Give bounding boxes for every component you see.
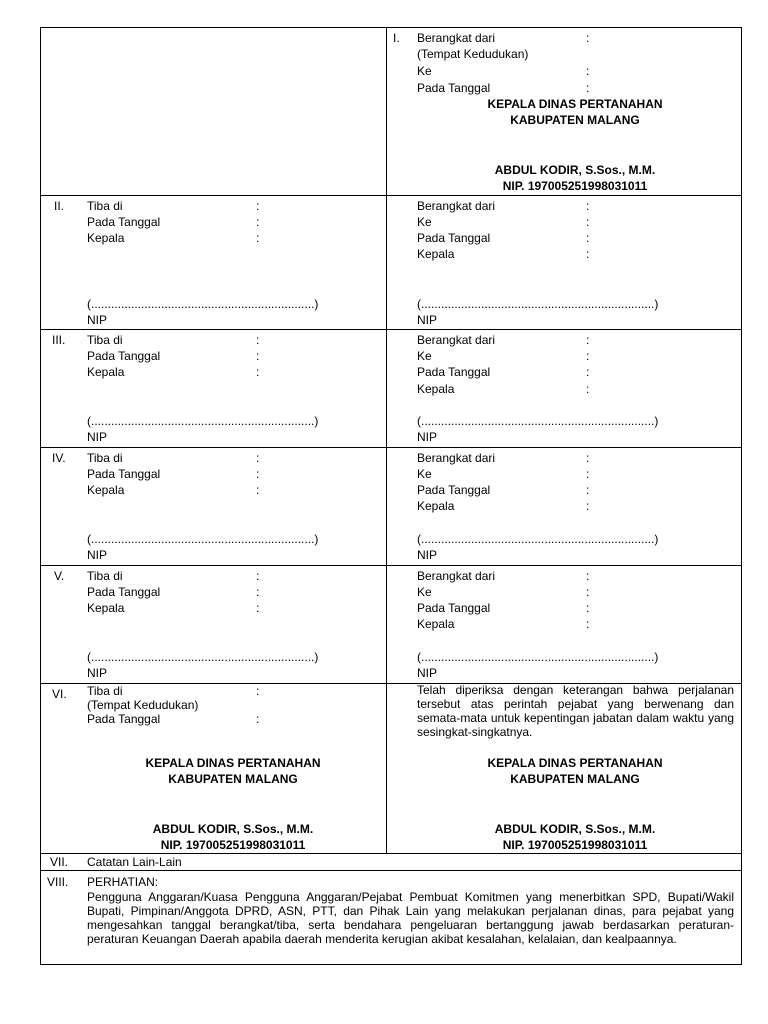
colon: : (256, 215, 260, 229)
nip-label: NIP (417, 430, 438, 444)
to-label: Ke (417, 585, 432, 599)
colon: : (586, 365, 590, 379)
date-label: Pada Tanggal (87, 467, 161, 481)
signature-line: (......................................................................) (417, 532, 659, 546)
nip-label: NIP (417, 313, 438, 327)
colon: : (586, 247, 590, 261)
official-name: ABDUL KODIR, S.Sos., M.M. (494, 163, 656, 177)
date-label: Pada Tanggal (87, 585, 161, 599)
office-title: KEPALA DINAS PERTANAHAN (487, 97, 663, 111)
section-numeral: VI. (52, 687, 67, 701)
office-title: KEPALA DINAS PERTANAHAN (487, 756, 663, 770)
colon: : (586, 467, 590, 481)
head-label: Kepala (87, 231, 125, 245)
section-numeral: VIII. (47, 875, 69, 889)
to-label: Ke (417, 349, 432, 363)
head-label: Kepala (417, 499, 455, 513)
depart-from-label: Berangkat dari (417, 31, 496, 45)
signature-line: (...................................................................) (87, 532, 319, 546)
date-label: Pada Tanggal (417, 231, 491, 245)
date-label: Pada Tanggal (417, 483, 491, 497)
head-label: Kepala (417, 382, 455, 396)
colon: : (586, 569, 590, 583)
signature-line: (...................................................................) (87, 650, 319, 664)
arrive-label: Tiba di (87, 684, 123, 698)
office-title: KEPALA DINAS PERTANAHAN (145, 756, 321, 770)
nip-label: NIP (87, 313, 108, 327)
arrive-label: Tiba di (87, 569, 123, 583)
colon: : (586, 231, 590, 245)
official-nip: NIP. 197005251998031011 (160, 838, 306, 852)
date-label: Pada Tanggal (417, 365, 491, 379)
date-label: Pada Tanggal (87, 215, 161, 229)
head-label: Kepala (87, 483, 125, 497)
seat-label: (Tempat Kedudukan) (417, 47, 529, 61)
colon: : (586, 31, 590, 45)
colon: : (256, 231, 260, 245)
signature-line: (...................................................................) (87, 414, 319, 428)
head-label: Kepala (87, 365, 125, 379)
colon: : (256, 467, 260, 481)
colon: : (586, 333, 590, 347)
head-label: Kepala (87, 601, 125, 615)
colon: : (586, 483, 590, 497)
colon: : (256, 712, 260, 726)
nip-label: NIP (87, 666, 108, 680)
colon: : (256, 483, 260, 497)
nip-label: NIP (417, 548, 438, 562)
signature-line: (...................................................................) (87, 297, 319, 311)
section-numeral: I. (393, 31, 400, 45)
colon: : (586, 382, 590, 396)
colon: : (256, 333, 260, 347)
colon: : (586, 617, 590, 631)
signature-line: (......................................................................) (417, 650, 659, 664)
row-divider (40, 329, 742, 330)
arrive-label: Tiba di (87, 199, 123, 213)
depart-from-label: Berangkat dari (417, 569, 496, 583)
nip-label: NIP (87, 548, 108, 562)
official-name: ABDUL KODIR, S.Sos., M.M. (494, 822, 656, 836)
arrive-label: Tiba di (87, 333, 123, 347)
colon: : (256, 451, 260, 465)
to-label: Ke (417, 64, 432, 78)
section-numeral: IV. (52, 451, 66, 465)
office-region: KABUPATEN MALANG (168, 772, 298, 786)
colon: : (256, 684, 260, 698)
depart-from-label: Berangkat dari (417, 451, 496, 465)
colon: : (256, 601, 260, 615)
notes-label: Catatan Lain-Lain (87, 855, 182, 869)
colon: : (256, 585, 260, 599)
to-label: Ke (417, 215, 432, 229)
colon: : (256, 365, 260, 379)
section-numeral: V. (54, 569, 65, 583)
colon: : (586, 215, 590, 229)
official-nip: NIP. 197005251998031011 (502, 838, 648, 852)
arrive-label: Tiba di (87, 451, 123, 465)
head-label: Kepala (417, 247, 455, 261)
column-divider (386, 27, 387, 853)
date-label: Pada Tanggal (87, 712, 161, 726)
attention-text: Pengguna Anggaran/Kuasa Pengguna Anggaran/Pejabat Pembuat Komitmen yang menerbitkan SPD, Bupati/Wakil Bupati, Pimpinan/Anggota DPRD, ASN, PTT, dan Pihak Lain yang melakukan perjalanan dinas, para pejabat yang mengesahkan tanggal berangkat/tiba, serta bendahara pengeluaran bertanggung jawab berdasarkan peraturan-peraturan Keuangan Daerah apabila daerah menderita kerugian akibat kesalahan, kelalaian, dan kealpaannya. (87, 890, 734, 946)
section-numeral: VII. (50, 855, 69, 869)
date-label: Pada Tanggal (87, 349, 161, 363)
row-divider (40, 565, 742, 566)
verification-statement: Telah diperiksa dengan keterangan bahwa perjalanan tersebut atas perintah pejabat yang berwenang dan semata-mata untuk kepentingan jabatan dalam waktu yang sesingkat-singkatnya. (417, 683, 734, 739)
colon: : (256, 349, 260, 363)
colon: : (256, 569, 260, 583)
colon: : (586, 499, 590, 513)
nip-label: NIP (417, 666, 438, 680)
seat-label: (Tempat Kedudukan) (87, 698, 199, 712)
to-label: Ke (417, 467, 432, 481)
official-name: ABDUL KODIR, S.Sos., M.M. (152, 822, 314, 836)
colon: : (586, 601, 590, 615)
office-region: KABUPATEN MALANG (510, 113, 640, 127)
depart-from-label: Berangkat dari (417, 333, 496, 347)
row-divider (40, 195, 742, 196)
signature-line: (......................................................................) (417, 414, 659, 428)
section-numeral: III. (52, 333, 66, 347)
depart-from-label: Berangkat dari (417, 199, 496, 213)
colon: : (256, 199, 260, 213)
head-label: Kepala (417, 617, 455, 631)
official-nip: NIP. 197005251998031011 (502, 179, 648, 193)
colon: : (586, 81, 590, 95)
section-numeral: II. (54, 199, 65, 213)
date-label: Pada Tanggal (417, 601, 491, 615)
colon: : (586, 349, 590, 363)
office-region: KABUPATEN MALANG (510, 772, 640, 786)
colon: : (586, 585, 590, 599)
colon: : (586, 64, 590, 78)
colon: : (586, 199, 590, 213)
signature-line: (......................................................................) (417, 297, 659, 311)
attention-label: PERHATIAN: (87, 875, 159, 889)
row-divider (40, 870, 742, 871)
colon: : (586, 451, 590, 465)
nip-label: NIP (87, 430, 108, 444)
row-divider (40, 447, 742, 448)
date-label: Pada Tanggal (417, 81, 491, 95)
